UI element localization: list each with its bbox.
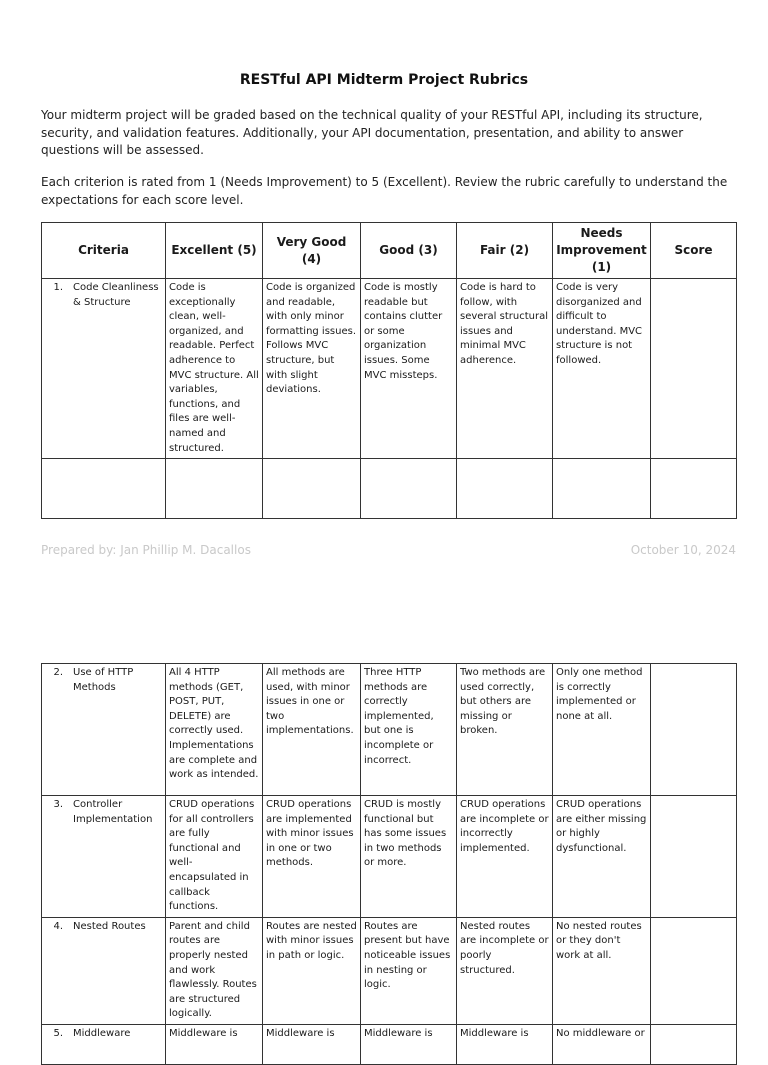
empty-row: [42, 459, 737, 519]
criterion-name: Use of HTTP Methods: [73, 667, 134, 693]
criterion-number: 4.: [53, 920, 63, 932]
table-row: [42, 664, 737, 796]
excellent-cell: CRUD operations for all controllers are fully functional and well-encapsulated in callback functions.: [166, 796, 263, 918]
rubric-table-page-1: [41, 222, 737, 519]
very-good-cell: All methods are used, with minor issues in one or two implementations.: [263, 664, 361, 796]
very-good-cell: Code is organized and readable, with only minor formatting issues. Follows MVC structure, but with slight deviations.: [263, 279, 361, 459]
empty-cell: [361, 459, 457, 519]
criterion-name: Code Cleanliness & Structure: [73, 282, 159, 308]
intro-paragraph: Your midterm project will be graded based on the technical quality of your RESTful API, including its structure, security, and validation features. Additionally, your API documentation, presentation, and ability to answer questions will be assessed.: [41, 108, 703, 157]
fair-cell: Code is hard to follow, with several structural issues and minimal MVC adherence.: [457, 279, 553, 459]
needs-improvement-cell: No middleware or: [553, 1024, 651, 1064]
criterion-name: Middleware: [73, 1027, 131, 1039]
header-criteria: Criteria: [42, 223, 166, 279]
criterion-cell: [42, 1024, 166, 1064]
excellent-cell: Parent and child routes are properly nested and work flawlessly. Routes are structured logically.: [166, 917, 263, 1024]
needs-improvement-cell: No nested routes or they don't work at all.: [553, 917, 651, 1024]
header-needs-improvement: Needs Improvement (1): [553, 223, 651, 279]
empty-cell: [553, 459, 651, 519]
table-row: [42, 1024, 737, 1064]
header-fair: Fair (2): [457, 223, 553, 279]
score-cell[interactable]: [651, 1024, 737, 1064]
fair-cell: Nested routes are incomplete or poorly structured.: [457, 917, 553, 1024]
empty-cell: [166, 459, 263, 519]
fair-cell: Two methods are used correctly, but others are missing or broken.: [457, 664, 553, 796]
rubric-table-page-2: [41, 663, 737, 1065]
empty-cell: [457, 459, 553, 519]
very-good-cell: CRUD operations are implemented with minor issues in one or two methods.: [263, 796, 361, 918]
header-very-good: Very Good (4): [263, 223, 361, 279]
header-excellent: Excellent (5): [166, 223, 263, 279]
table-row: [42, 279, 737, 459]
very-good-cell: Routes are nested with minor issues in path or logic.: [263, 917, 361, 1024]
good-cell: Three HTTP methods are correctly implemented, but one is incomplete or incorrect.: [361, 664, 457, 796]
footer-date: October 10, 2024: [630, 543, 736, 557]
table-row: [42, 796, 737, 918]
criterion-number: 3.: [53, 799, 63, 810]
needs-improvement-cell: CRUD operations are either missing or highly dysfunctional.: [553, 796, 651, 918]
header-row: [42, 223, 737, 279]
page-title: RESTful API Midterm Project Rubrics: [239, 72, 529, 88]
criterion-cell: [42, 279, 166, 459]
empty-cell: [42, 459, 166, 519]
empty-cell: [651, 459, 737, 519]
header-score: Score: [651, 223, 737, 279]
criterion-number: 5.: [53, 1027, 63, 1039]
empty-cell: [263, 459, 361, 519]
criterion-name: Nested Routes: [73, 920, 146, 932]
score-cell[interactable]: [651, 279, 737, 459]
needs-improvement-cell: Code is very disorganized and difficult to understand. MVC structure is not followed.: [553, 279, 651, 459]
very-good-cell: Middleware is: [263, 1024, 361, 1064]
prepared-by: Prepared by: Jan Phillip M. Dacallos: [41, 543, 251, 557]
criterion-cell: [42, 917, 166, 1024]
good-cell: Code is mostly readable but contains clutter or some organization issues. Some MVC missteps.: [361, 279, 457, 459]
criterion-cell: [42, 796, 166, 918]
excellent-cell: All 4 HTTP methods (GET, POST, PUT, DELETE) are correctly used. Implementations are complete and work as intended.: [166, 664, 263, 796]
good-cell: Middleware is: [361, 1024, 457, 1064]
excellent-cell: Middleware is: [166, 1024, 263, 1064]
header-good: Good (3): [361, 223, 457, 279]
criterion-number: 1.: [53, 282, 63, 293]
needs-improvement-cell: Only one method is correctly implemented or none at all.: [553, 664, 651, 796]
good-cell: Routes are present but have noticeable issues in nesting or logic.: [361, 917, 457, 1024]
score-cell[interactable]: [651, 664, 737, 796]
score-cell[interactable]: [651, 917, 737, 1024]
fair-cell: Middleware is: [457, 1024, 553, 1064]
fair-cell: CRUD operations are incomplete or incorrectly implemented.: [457, 796, 553, 918]
score-cell[interactable]: [651, 796, 737, 918]
scale-note-paragraph: Each criterion is rated from 1 (Needs Improvement) to 5 (Excellent). Review the rubric carefully to understand the expectations for each score level.: [41, 175, 728, 207]
table-row: [42, 917, 737, 1024]
criterion-name: Controller Implementation: [73, 799, 153, 825]
good-cell: CRUD is mostly functional but has some issues in two methods or more.: [361, 796, 457, 918]
criterion-number: 2.: [53, 667, 63, 678]
excellent-cell: Code is exceptionally clean, well-organized, and readable. Perfect adherence to MVC structure. All variables, functions, and files are well-named and structured.: [166, 279, 263, 459]
criterion-cell: [42, 664, 166, 796]
